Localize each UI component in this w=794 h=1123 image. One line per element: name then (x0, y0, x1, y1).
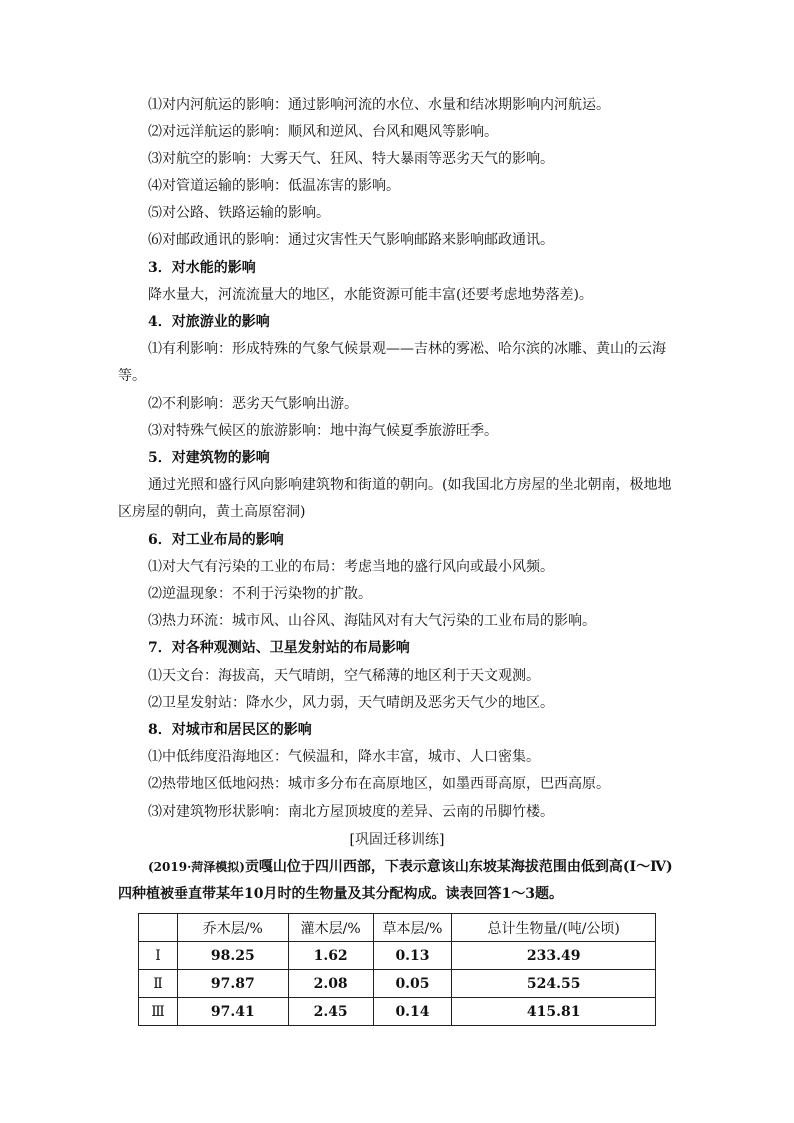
text-line: ⑵不利影响：恶劣天气影响出游。 (148, 396, 358, 412)
text-line: ⑴对大气有污染的工业的布局：考虑当地的盛行风向或最小风频。 (148, 559, 554, 575)
table-header-cell: 草本层/% (373, 914, 452, 942)
text-line: 降水量大，河流流量大的地区，水能资源可能丰富(还要考虑地势落差)。 (148, 287, 593, 303)
biomass-table (138, 913, 656, 1026)
question-line-1 (148, 858, 688, 876)
text-line: ⑹对邮政通讯的影响：通过灾害性天气影响邮路来影响邮政通讯。 (148, 232, 554, 248)
row-label: Ⅰ (139, 942, 178, 970)
table-cell: 0.13 (373, 942, 452, 970)
section-heading: 3．对水能的影响 (148, 260, 256, 276)
table-cell: 98.25 (177, 942, 288, 970)
text-line: ⑷对管道运输的影响：低温冻害的影响。 (148, 178, 400, 194)
text-line: ⑵对远洋航运的影响：顺风和逆风、台风和飓风等影响。 (148, 124, 498, 140)
text-line: 通过光照和盛行风向影响建筑物和街道的朝向。(如我国北方房屋的坐北朝南，极地地 (148, 477, 672, 493)
table-cell: 97.41 (177, 998, 288, 1026)
table-row (139, 970, 656, 998)
text-line: 等。 (118, 368, 146, 384)
table-cell: 97.87 (177, 970, 288, 998)
text-line: ⑴中低纬度沿海地区：气候温和，降水丰富，城市、人口密集。 (148, 749, 540, 765)
table-cell: 0.14 (373, 998, 452, 1026)
table-header-row (139, 914, 656, 942)
text-line: ⑴天文台：海拔高，天气晴朗，空气稀薄的地区利于天文观测。 (148, 668, 540, 684)
table-cell: 0.05 (373, 970, 452, 998)
section-heading: 6．对工业布局的影响 (148, 532, 284, 548)
row-label: Ⅲ (139, 998, 178, 1026)
table-header-cell: 总计生物量/(吨/公顷) (452, 914, 656, 942)
text-line: 区房屋的朝向，黄土高原窑洞) (118, 504, 306, 520)
text-line: ⑴对内河航运的影响：通过影响河流的水位、水量和结冰期影响内河航运。 (148, 97, 610, 113)
table-row (139, 942, 656, 970)
table-cell: 2.08 (288, 970, 373, 998)
text-line: ⑵逆温现象：不利于污染物的扩散。 (148, 586, 372, 602)
text-line: ⑶对建筑物形状影响：南北方屋顶坡度的差异、云南的吊脚竹楼。 (148, 804, 554, 820)
table-row (139, 998, 656, 1026)
text-line: ⑴有利影响：形成特殊的气象气候景观——吉林的雾凇、哈尔滨的冰雕、黄山的云海 (148, 341, 666, 357)
text-line: ⑶对特殊气候区的旅游影响：地中海气候夏季旅游旺季。 (148, 423, 498, 439)
table-cell: 233.49 (452, 942, 656, 970)
exercise-title: [巩固迁移训练] (349, 832, 445, 848)
text-line: ⑸对公路、铁路运输的影响。 (148, 205, 330, 221)
question-line-2: 四种植被垂直带某年10月时的生物量及其分配构成。读表回答1～3题。 (118, 886, 563, 902)
text-line: ⑶对航空的影响：大雾天气、狂风、特大暴雨等恶劣天气的影响。 (148, 151, 554, 167)
section-heading: 7．对各种观测站、卫星发射站的布局影响 (148, 640, 410, 656)
table-header-cell: 灌木层/% (288, 914, 373, 942)
table-cell: 2.45 (288, 998, 373, 1026)
text-line: ⑶热力环流：城市风、山谷风、海陆风对有大气污染的工业布局的影响。 (148, 613, 596, 629)
section-heading: 4．对旅游业的影响 (148, 314, 270, 330)
row-label: Ⅱ (139, 970, 178, 998)
table-cell: 415.81 (452, 998, 656, 1026)
table-cell: 524.55 (452, 970, 656, 998)
section-heading: 5．对建筑物的影响 (148, 450, 270, 466)
section-heading: 8．对城市和居民区的影响 (148, 722, 312, 738)
question-source: (2019·菏泽模拟) (148, 860, 245, 874)
text-line: ⑵热带地区低地闷热：城市多分布在高原地区，如墨西哥高原，巴西高原。 (148, 776, 610, 792)
table-header-cell (139, 914, 178, 942)
table-cell: 1.62 (288, 942, 373, 970)
text-line: ⑵卫星发射站：降水少，风力弱，天气晴朗及恶劣天气少的地区。 (148, 695, 554, 711)
table-header-cell: 乔木层/% (177, 914, 288, 942)
question-text: 贡嘎山位于四川西部，下表示意该山东坡某海拔范围由低到高(Ⅰ～Ⅳ) (244, 859, 673, 875)
